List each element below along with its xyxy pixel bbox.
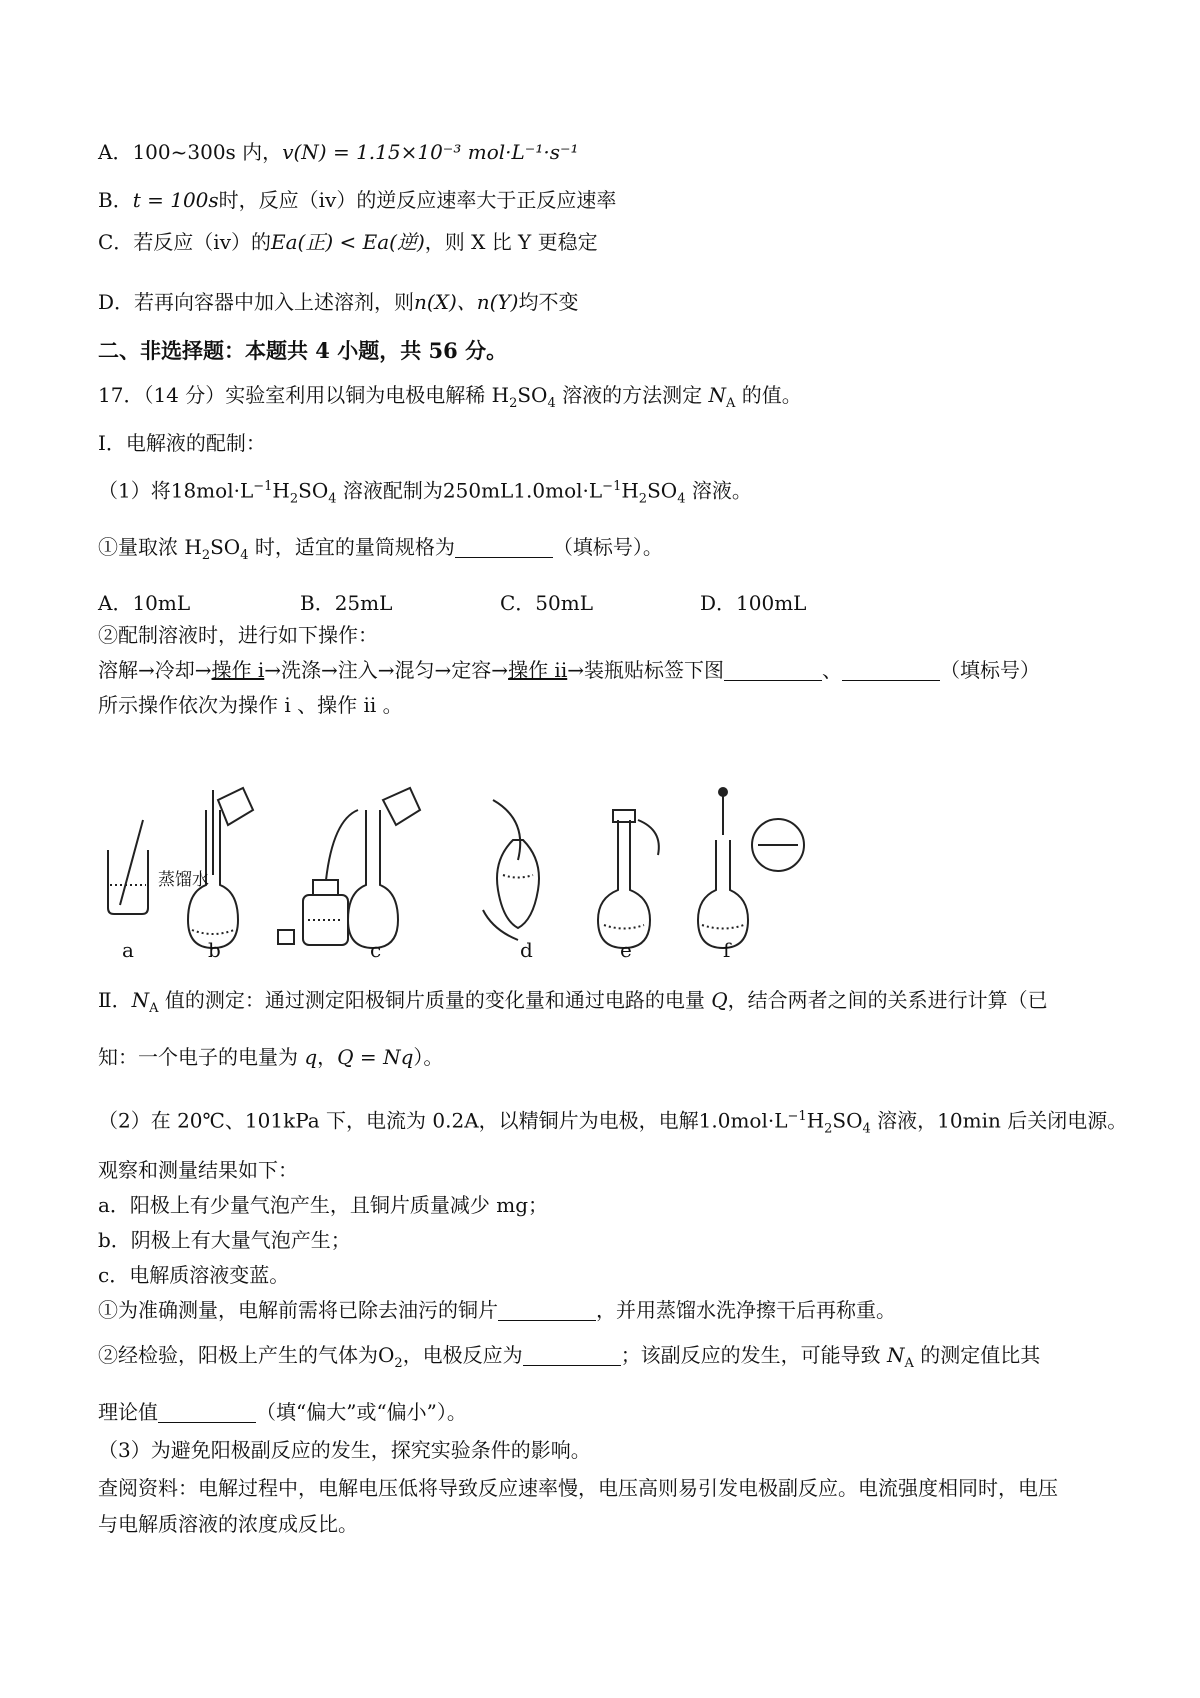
flow-line-2: 所示操作依次为操作 i 、操作 ii 。 — [98, 693, 403, 717]
q17-2-sub2: ②经检验，阳极上产生的气体为$O_2$，电极反应为 ；该副反应的发生，可能导致 $N_A$ 的测定值比其 — [98, 1343, 1041, 1371]
answer-blank[interactable] — [724, 662, 822, 681]
obs-title: 观察和测量结果如下： — [98, 1158, 298, 1182]
option-label: D． — [98, 290, 135, 314]
text: 溶液，10min 后关闭电源。 — [877, 1108, 1128, 1133]
text: 溶液配制为 — [342, 478, 443, 503]
option-text: 均不变 — [518, 290, 579, 314]
option-text: ，则 X 比 Y 更稳定 — [424, 230, 598, 254]
figure-e-stopper — [598, 810, 659, 948]
answer-blank[interactable] — [158, 1404, 256, 1423]
formula-time: t = 100s — [132, 188, 219, 212]
obs-a: a．阳极上有少量气泡产生，且铜片质量减少 mg； — [98, 1193, 549, 1217]
flow-line — [98, 660, 1040, 681]
formula-amounts: n(X)、n(Y) — [414, 290, 519, 314]
figure-d-mixing — [483, 800, 539, 940]
operation-i: 操作 i — [211, 658, 265, 682]
text: 理论值 — [98, 1400, 158, 1424]
part2-intro-2: 知：一个电子的电量为 q，Q = Nq）。 — [98, 1045, 444, 1069]
figure-f-dropper — [698, 788, 804, 948]
choice-c: C．50mL — [500, 591, 593, 615]
choice-b: B．25mL — [300, 591, 393, 615]
formula-rate: v(N) = 1.15×10⁻³ mol·L⁻¹·s⁻¹ — [282, 140, 579, 164]
lab-operation-figure — [98, 780, 1098, 955]
text: ，并用蒸馏水洗净擦干后再称重。 — [596, 1298, 896, 1322]
figure-c-washbottle — [278, 788, 420, 948]
reference-1: 查阅资料：电解过程中，电解电压低将导致反应速率慢，电压高则易引发电极副反应。电流强度相同时，电压 — [98, 1476, 1058, 1500]
option-text: 100~300s 内， — [132, 140, 283, 164]
option-d — [98, 292, 578, 312]
answer-blank[interactable] — [455, 539, 553, 558]
q17-2: （2）在 20℃、101kPa 下，电流为 0.2A，以精铜片为电极，电解$1.0mol\cdot L^{-1}H_2SO_4$ 溶液，10min 后关闭电源。 — [98, 1108, 1128, 1137]
answer-blank[interactable] — [498, 1302, 596, 1321]
q17-1: （1）将$18mol\cdot L^{-1}H_2SO_4$ 溶液配制为$250mL1.0mol\cdot L^{-1}H_2SO_4$ 溶液。 — [98, 478, 752, 507]
text: （填标号） — [940, 658, 1040, 682]
text: 、 — [822, 658, 842, 682]
choice-a: A．10mL — [98, 591, 191, 615]
text: ，电极反应为 — [402, 1343, 523, 1367]
text: ，结合两者之间的关系进行计算（已 — [727, 988, 1048, 1012]
text: Ⅱ． — [98, 988, 132, 1012]
text: →洗涤→注入→混匀→定容→ — [264, 658, 509, 682]
text: （1）将 — [98, 478, 171, 503]
text: 溶液的方法测定 — [562, 383, 703, 407]
q17-1-sub1: ①量取浓 $H_2SO_4$ 时，适宜的量筒规格为 （填标号）。 — [98, 535, 663, 563]
text: ②经检验，阳极上产生的气体为 — [98, 1343, 378, 1367]
answer-blank[interactable] — [842, 662, 940, 681]
part2-intro: Ⅱ．$N_A$ 值的测定：通过测定阳极铜片质量的变化量和通过电路的电量 Q，结合两者之间的关系进行计算（已 — [98, 988, 1048, 1016]
figure-label-b: b — [208, 938, 221, 962]
text: →装瓶贴标签下图 — [567, 658, 724, 682]
option-c — [98, 232, 598, 252]
text: （填“偏大”或“偏小”）。 — [256, 1400, 467, 1424]
part1-title: Ⅰ．电解液的配制： — [98, 431, 266, 455]
text: 的测定值比其 — [920, 1343, 1041, 1367]
option-label: C． — [98, 230, 134, 254]
text: ；该副反应的发生，可能导致 — [620, 1343, 881, 1367]
text: ）。 — [413, 1045, 444, 1069]
q17-intro: 17．（14 分）实验室利用以铜为电极电解稀 $H_2SO_4$ 溶液的方法测定 $N_A$ 的值。 — [98, 383, 802, 411]
formula-activation-energy: Ea(正) < Ea(逆) — [271, 230, 425, 254]
figure-water-label: 蒸馏水 — [158, 870, 209, 890]
obs-c: c．电解质溶液变蓝。 — [98, 1263, 290, 1287]
answer-blank[interactable] — [523, 1347, 621, 1366]
figure-a-beaker — [108, 820, 148, 914]
reference-2: 与电解质溶液的浓度成反比。 — [98, 1512, 358, 1536]
text: （2）在 20℃、101kPa 下，电流为 0.2A，以精铜片为电极，电解 — [98, 1108, 699, 1133]
obs-b: b．阴极上有大量气泡产生； — [98, 1228, 351, 1252]
figure-label-e: e — [620, 938, 632, 962]
text: ①为准确测量，电解前需将已除去油污的铜片 — [98, 1298, 498, 1322]
q17-2-sub2-cont — [98, 1402, 467, 1423]
figure-label-d: d — [520, 938, 533, 962]
option-text: 时，反应（iv）的逆反应速率大于正反应速率 — [218, 188, 617, 212]
figure-label-a: a — [122, 938, 134, 962]
text: 的值。 — [741, 383, 802, 407]
q17-3: （3）为避免阳极副反应的发生，探究实验条件的影响。 — [98, 1438, 591, 1462]
text: 溶液。 — [691, 478, 752, 503]
option-label: A． — [98, 140, 133, 164]
operation-ii: 操作 ii — [508, 658, 568, 682]
option-a — [98, 142, 579, 162]
text: （填标号）。 — [552, 535, 663, 559]
q17-1-sub2: ②配制溶液时，进行如下操作： — [98, 623, 378, 647]
text: ①量取浓 — [98, 535, 178, 559]
figure-label-c: c — [370, 938, 382, 962]
text: 知：一个电子的电量为 — [98, 1045, 298, 1069]
figure-label-f: f — [723, 938, 731, 962]
text: 溶解→冷却→ — [98, 658, 212, 682]
option-text: 若再向容器中加入上述溶剂，则 — [134, 290, 415, 314]
section-title: 二、非选择题：本题共 4 小题，共 56 分。 — [98, 338, 508, 363]
text: 时，适宜的量筒规格为 — [254, 535, 455, 559]
option-text: 若反应（iv）的 — [133, 230, 272, 254]
option-b — [98, 190, 616, 210]
option-label: B． — [98, 188, 133, 212]
text: 17．（14 分）实验室利用以铜为电极电解稀 — [98, 383, 486, 407]
q17-2-sub1 — [98, 1300, 896, 1321]
text: 值的测定：通过测定阳极铜片质量的变化量和通过电路的电量 — [164, 988, 705, 1012]
choice-d: D．100mL — [700, 591, 807, 615]
